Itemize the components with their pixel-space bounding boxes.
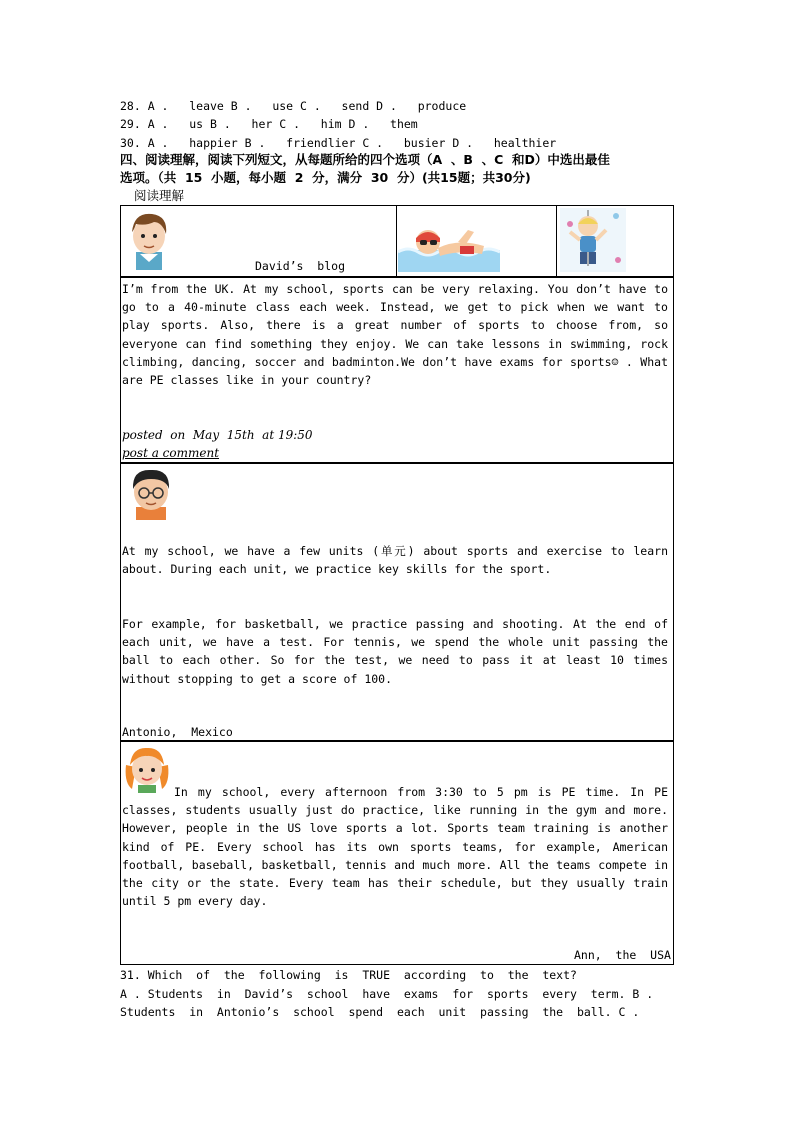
posted-time: posted on May 15th at 19:50 xyxy=(122,428,313,442)
section-heading-line2: 选项。（共 15 小题，每小题 2 分，满分 30 分）(共15题；共30分) xyxy=(120,170,531,185)
ann-signature: Ann, the USA xyxy=(574,948,671,962)
post-comment-link[interactable]: post a comment xyxy=(122,446,220,460)
ann-post-text: In my school, every afternoon from 3:30 to 5 pm is PE time. In PE classes, students usually just do practice, like running in the gym and more. However, people in the US love sports a lot. Sports team training is another kind of PE. Every school has its own sports teams, for example, American football, baseball, basketball, tennis and much more. All the teams compete in the city or the state. Every team has their schedule, but they usually train until 5 pm every day. xyxy=(122,785,668,909)
david-post-text: I’m from the UK. At my school, sports can be very relaxing. You don’t have to go to a 40-minute class each week. Instead, we get to pick when we want to play sports. Also, there is a great number of sports to choose from, so everyone can find something they enjoy. We can take lessons in swimming, rock climbing, dancing, soccer and badminton.We don’t have exams for sports☺ . What are PE classes like in your country? xyxy=(122,282,668,388)
header-divider-2 xyxy=(556,205,557,277)
q29-options: 29. A . us B . her C . him D . them xyxy=(120,117,418,131)
antonio-signature: Antonio, Mexico xyxy=(122,725,233,739)
antonio-avatar-icon xyxy=(124,465,178,520)
antonio-paragraph-2: For example, for basketball, we practice passing and shooting. At the end of each unit, we have a test. For tennis, we spend the whole unit passing the ball to each other. So for the test, we need to pass it at least 10 times without stopping to get a score of 100. xyxy=(122,617,668,686)
section-heading-line1: 四、阅读理解，阅读下列短文，从每题所给的四个选项（A 、B 、C 和D）中选出最佳 xyxy=(120,152,610,167)
blog-title: David’s blog xyxy=(255,259,346,273)
header-divider-1 xyxy=(396,205,397,277)
antonio-paragraph-1: At my school, we have a few units (单元) about sports and exercise to learn about. During each unit, we practice key skills for the sport. xyxy=(122,544,668,577)
question-31-line2: A . Students in David’s school have exams for sports every term. B . xyxy=(120,987,654,1001)
david-avatar-icon xyxy=(124,208,174,270)
section-subheading: 阅读理解 xyxy=(134,188,185,203)
antonio-post-box xyxy=(120,463,674,741)
question-31-line3: Students in Antonio’s school spend each unit passing the ball. C . xyxy=(120,1005,640,1019)
climber-image-icon xyxy=(558,206,628,274)
question-31-stem: 31. Which of the following is TRUE according to the text? xyxy=(120,968,577,982)
q28-options: 28. A . leave B . use C . send D . produce xyxy=(120,99,467,113)
swimmer-image-icon xyxy=(398,220,500,272)
q30-options: 30. A . happier B . friendlier C . busier D . healthier xyxy=(120,136,557,150)
